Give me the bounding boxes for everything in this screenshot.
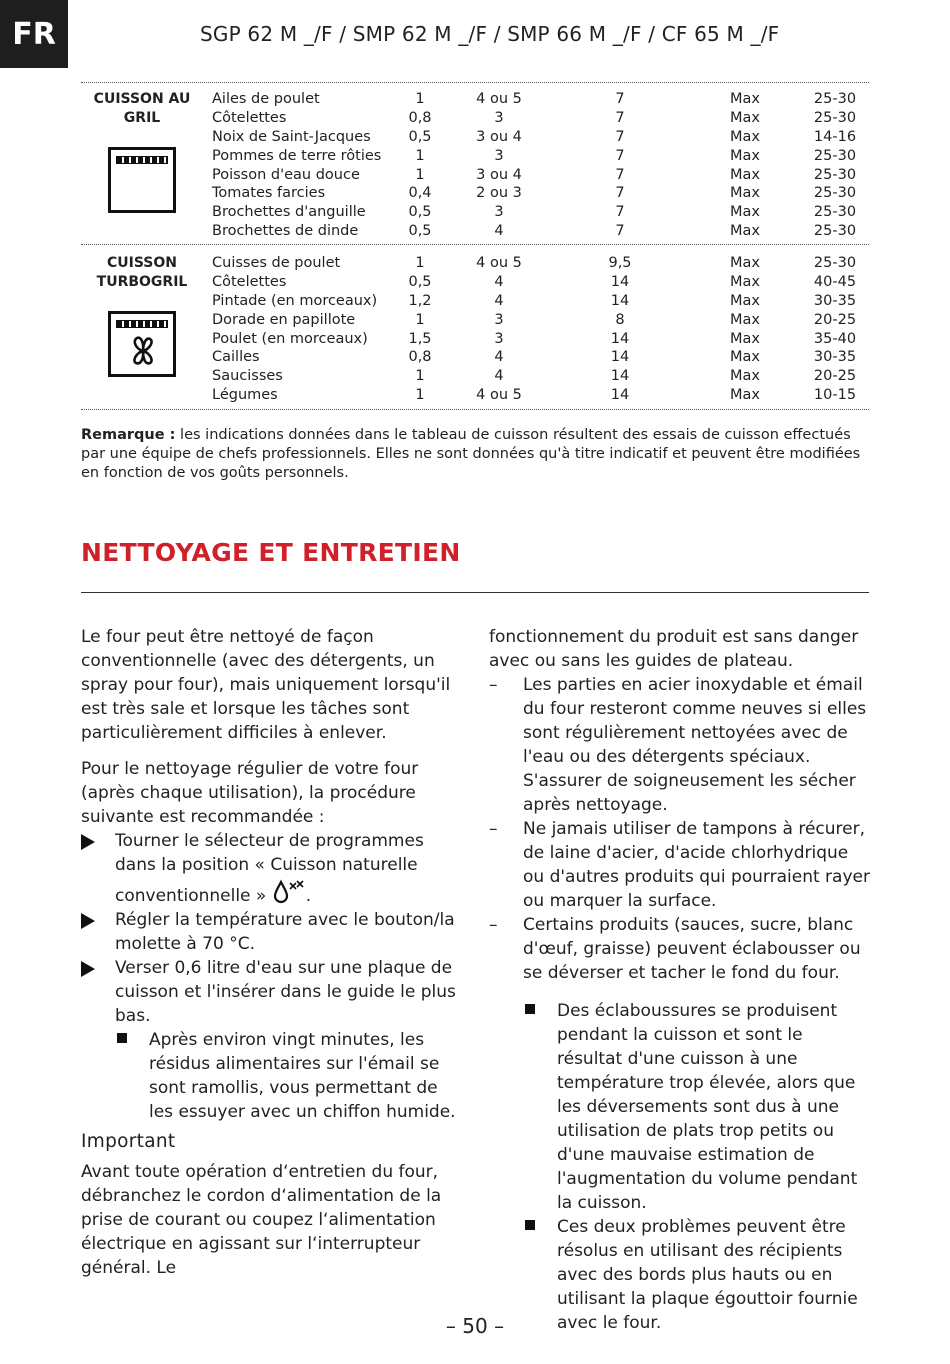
cell-name: Côtelettes <box>212 109 287 126</box>
cell-name: Pintade (en morceaux) <box>212 292 378 309</box>
important-heading: Important <box>81 1131 176 1152</box>
page-number: – 50 – <box>445 1314 505 1338</box>
cell-level: 4 ou 5 <box>476 91 522 107</box>
cell-qty: 1,5 <box>408 330 432 347</box>
model-header: SGP 62 M _/F / SMP 62 M _/F / SMP 66 M _/F / CF 65 M _/F <box>200 22 780 46</box>
cell-temp: 8 <box>615 311 625 328</box>
cell-name: Cailles <box>212 349 260 366</box>
cell-time: 35-40 <box>813 330 857 347</box>
step-3 <box>81 956 467 1124</box>
cell-mode: Max <box>730 128 760 145</box>
cell-mode: Max <box>730 185 760 202</box>
section-title-grill: CUISSON AU GRIL <box>93 91 191 126</box>
dash-item-2-text: Ne jamais utiliser de tampons à récurer, de laine d'acier, d'acide chlorhydrique ou d'autres produits qui pourraient rayer ou marquer la surface. <box>523 819 870 911</box>
cell-mode: Max <box>730 166 760 183</box>
cell-qty: 1 <box>415 166 425 183</box>
cell-temp: 7 <box>615 185 625 202</box>
cell-temp: 14 <box>610 273 630 290</box>
cell-name: Légumes <box>212 387 278 404</box>
cell-time: 30-35 <box>813 292 857 309</box>
square-bullet-icon <box>117 1033 127 1043</box>
cell-name: Brochettes de dinde <box>212 223 359 240</box>
cell-qty: 0,5 <box>408 128 432 145</box>
cell-mode: Max <box>730 147 760 164</box>
step-1-text: Tourner le sélecteur de programmes dans la position « Cuisson naturelle <box>115 831 424 875</box>
cell-name: Pommes de terre rôties <box>212 147 382 164</box>
step-3-text: Verser 0,6 litre d'eau sur une plaque de cuisson et l'insérer dans le guide le plus bas. <box>115 958 456 1026</box>
cell-time: 25-30 <box>813 91 857 107</box>
cell-temp: 14 <box>610 387 630 404</box>
table-row <box>212 254 872 273</box>
cell-level: 4 <box>494 292 504 309</box>
cell-level: 3 ou 4 <box>476 166 522 183</box>
cell-time: 25-30 <box>813 204 857 221</box>
table-row <box>212 311 872 330</box>
cell-level: 4 <box>494 273 504 290</box>
cell-time: 25-30 <box>813 255 857 271</box>
cell-time: 25-30 <box>813 166 857 183</box>
conventional-cooking-icon <box>272 879 306 905</box>
triangle-bullet-icon <box>81 961 95 977</box>
cell-level: 3 <box>494 330 504 347</box>
cell-mode: Max <box>730 255 760 271</box>
square-item-2-text: Ces deux problèmes peuvent être résolus en utilisant des récipients avec des bords plus hauts ou en utilisant la plaque égouttoir fournie avec le four. <box>557 1217 858 1333</box>
cell-name: Côtelettes <box>212 273 287 290</box>
cell-time: 10-15 <box>813 387 857 404</box>
grill-oven-icon <box>108 147 176 213</box>
cell-temp: 7 <box>615 204 625 221</box>
cell-qty: 1 <box>415 311 425 328</box>
cell-level: 2 ou 3 <box>476 185 522 202</box>
cell-level: 3 ou 4 <box>476 128 522 145</box>
cell-qty: 1 <box>415 91 425 107</box>
cell-level: 4 <box>494 368 504 385</box>
cell-time: 25-30 <box>813 185 857 202</box>
right-column <box>489 625 871 1335</box>
cell-temp: 7 <box>615 223 625 240</box>
cell-level: 4 ou 5 <box>476 255 522 271</box>
step-1-text-c: . <box>305 886 312 906</box>
fan-icon <box>128 334 158 368</box>
cell-qty: 0,5 <box>408 204 432 221</box>
step-3-note-text: Après environ vingt minutes, les résidus alimentaires sur l'émail se sont ramollis, vous permettant de les essuyer avec un chiffon humide. <box>149 1030 456 1122</box>
cell-mode: Max <box>730 349 760 366</box>
table-bottom-rule <box>81 409 869 410</box>
cell-qty: 1 <box>415 368 425 385</box>
cell-mode: Max <box>730 109 760 126</box>
cell-time: 25-30 <box>813 223 857 240</box>
left-paragraph-2: Pour le nettoyage régulier de votre four (après chaque utilisation), la procédure suivante est recommandée : <box>81 759 419 827</box>
cell-qty: 1 <box>415 255 425 271</box>
square-item-1 <box>523 999 871 1215</box>
cell-temp: 7 <box>615 166 625 183</box>
dash-bullet: – <box>489 915 498 935</box>
cell-name: Ailes de poulet <box>212 91 320 107</box>
cell-temp: 14 <box>610 330 630 347</box>
square-bullet-icon <box>525 1220 535 1230</box>
cell-mode: Max <box>730 91 760 107</box>
cell-level: 4 ou 5 <box>476 387 522 404</box>
cell-name: Brochettes d'anguille <box>212 204 366 221</box>
cell-mode: Max <box>730 368 760 385</box>
cell-level: 4 <box>494 223 504 240</box>
section-title: NETTOYAGE ET ENTRETIEN <box>81 538 461 567</box>
step-1-text-b: conventionnelle » <box>115 886 267 906</box>
table-row <box>212 90 872 109</box>
turbogrill-oven-icon <box>108 311 176 377</box>
cell-qty: 1 <box>415 387 425 404</box>
cell-mode: Max <box>730 223 760 240</box>
cell-mode: Max <box>730 273 760 290</box>
left-column <box>81 625 467 1292</box>
cell-level: 4 <box>494 349 504 366</box>
cell-qty: 0,8 <box>408 349 432 366</box>
dash-item-1 <box>489 673 871 817</box>
remark <box>81 426 871 484</box>
dash-bullet: – <box>489 819 498 839</box>
step-3-note <box>115 1028 467 1124</box>
section-title-turbogrill: CUISSON TURBOGRIL <box>96 255 188 290</box>
cell-time: 14-16 <box>813 128 857 145</box>
cell-qty: 1,2 <box>408 292 432 309</box>
cell-mode: Max <box>730 292 760 309</box>
cell-qty: 0,5 <box>408 273 432 290</box>
dash-item-3 <box>489 913 871 985</box>
cell-temp: 7 <box>615 128 625 145</box>
cell-time: 25-30 <box>813 109 857 126</box>
table-row <box>212 184 872 203</box>
cell-temp: 14 <box>610 368 630 385</box>
cell-temp: 7 <box>615 147 625 164</box>
table-row <box>212 128 872 147</box>
turbogrill-rows <box>212 254 872 405</box>
cell-name: Saucisses <box>212 368 283 385</box>
cell-qty: 0,5 <box>408 223 432 240</box>
table-row <box>212 292 872 311</box>
step-2-text: Régler la température avec le bouton/la molette à 70 °C. <box>115 910 455 954</box>
dash-item-1-text: Les parties en acier inoxydable et émail du four resteront comme neuves si elles sont régulièrement nettoyées avec de l'eau ou des détergents spéciaux. S'assurer de soigneusement les sécher après nettoyage. <box>523 675 867 815</box>
cell-mode: Max <box>730 330 760 347</box>
table-row <box>212 386 872 405</box>
cell-temp: 14 <box>610 349 630 366</box>
table-row <box>212 367 872 386</box>
cell-level: 3 <box>494 109 504 126</box>
cell-name: Poulet (en morceaux) <box>212 330 368 347</box>
cell-level: 3 <box>494 204 504 221</box>
cell-time: 25-30 <box>813 147 857 164</box>
triangle-bullet-icon <box>81 913 95 929</box>
table-row <box>212 109 872 128</box>
section-divider <box>81 592 869 593</box>
grill-rows <box>212 90 872 241</box>
table-row <box>212 273 872 292</box>
right-paragraph-1: fonctionnement du produit est sans danger avec ou sans les guides de plateau. <box>489 627 859 671</box>
cell-time: 30-35 <box>813 349 857 366</box>
cell-temp: 7 <box>615 91 625 107</box>
left-paragraph-1: Le four peut être nettoyé de façon conventionnelle (avec des détergents, un spray pour four), mais uniquement lorsqu'il est très sale et lorsque les tâches sont particulièrement difficiles à enlever. <box>81 627 451 743</box>
cell-temp: 9,5 <box>608 255 632 271</box>
remark-label: Remarque : <box>81 427 176 443</box>
table-top-rule <box>81 82 869 83</box>
step-2 <box>81 908 467 956</box>
square-item-1-text: Des éclaboussures se produisent pendant la cuisson et sont le résultat d'une cuisson à une température trop élevée, alors que les déversements sont dus à une utilisation de plats trop petits ou d'une mauvaise estimation de l'augmentation du volume pendant la cuisson. <box>557 1001 858 1213</box>
table-row <box>212 222 872 241</box>
cell-time: 20-25 <box>813 311 857 328</box>
dash-item-2 <box>489 817 871 913</box>
dash-item-3-text: Certains produits (sauces, sucre, blanc d'œuf, graisse) peuvent éclabousser ou se déverser et tacher le fond du four. <box>523 915 861 983</box>
cell-qty: 0,8 <box>408 109 432 126</box>
cell-temp: 7 <box>615 109 625 126</box>
triangle-bullet-icon <box>81 834 95 850</box>
table-row <box>212 348 872 367</box>
table-row <box>212 330 872 349</box>
cell-time: 20-25 <box>813 368 857 385</box>
cell-name: Dorade en papillote <box>212 311 356 328</box>
table-mid-rule <box>81 244 869 245</box>
cell-temp: 14 <box>610 292 630 309</box>
cell-name: Noix de Saint-Jacques <box>212 128 371 145</box>
cell-time: 40-45 <box>813 273 857 290</box>
remark-text: les indications données dans le tableau de cuisson résultent des essais de cuisson effectués par une équipe de chefs professionnels. Elles ne sont données qu'à titre indicatif et peuvent être modifiées en fonction de vos goûts personnels. <box>81 427 861 482</box>
square-bullet-icon <box>525 1004 535 1014</box>
step-1 <box>81 829 467 908</box>
cell-name: Cuisses de poulet <box>212 255 341 271</box>
cell-name: Poisson d'eau douce <box>212 166 360 183</box>
cell-mode: Max <box>730 204 760 221</box>
cell-mode: Max <box>730 387 760 404</box>
cell-name: Tomates farcies <box>212 185 326 202</box>
important-text: Avant toute opération d‘entretien du four, débranchez le cordon d‘alimentation de la prise de courant ou coupez l‘alimentation électrique en agissant sur l‘interrupteur général. Le <box>81 1162 442 1278</box>
table-row <box>212 166 872 185</box>
table-row <box>212 147 872 166</box>
cell-level: 3 <box>494 147 504 164</box>
dash-bullet: – <box>489 675 498 695</box>
cell-qty: 1 <box>415 147 425 164</box>
table-row <box>212 203 872 222</box>
cell-qty: 0,4 <box>408 185 432 202</box>
cell-level: 3 <box>494 311 504 328</box>
language-badge: FR <box>0 0 68 68</box>
cell-mode: Max <box>730 311 760 328</box>
